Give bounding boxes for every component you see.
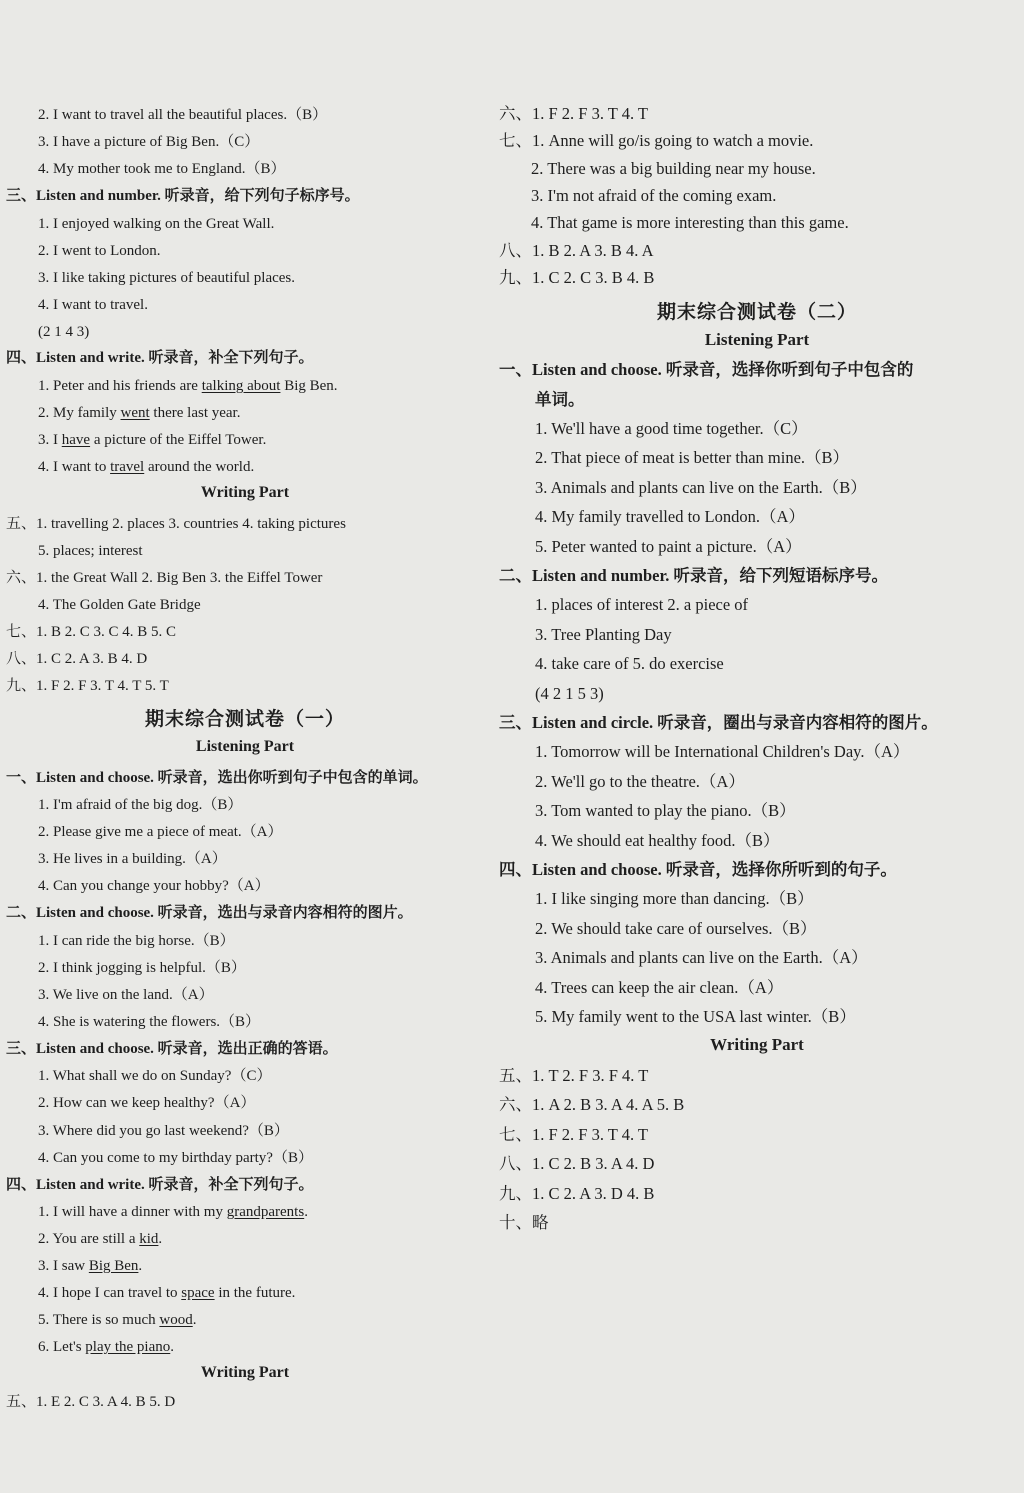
text-run: 3. I	[38, 432, 62, 448]
text-run: 4. I want to	[38, 459, 111, 475]
text-run: (4 2 1 5 3)	[535, 684, 604, 703]
part-heading: Writing Part	[710, 1035, 804, 1054]
answer-line	[535, 594, 748, 616]
answer-line	[38, 1148, 313, 1168]
text-run: 5. Peter wanted to paint a picture.（A）	[535, 537, 802, 556]
answer-line	[38, 1337, 174, 1357]
section-heading	[535, 389, 585, 411]
text-run: 七、1. F 2. F 3. T 4. T	[499, 1125, 648, 1144]
answer-line	[499, 1153, 654, 1175]
answer-line	[38, 1229, 162, 1249]
text-run: 4. take care of 5. do exercise	[535, 654, 724, 673]
text-run: 3. I have a picture of Big Ben.（C）	[38, 134, 260, 150]
answer-line	[535, 536, 802, 558]
answer-line	[38, 322, 89, 342]
part-heading: Writing Part	[200, 484, 290, 501]
text-run: Big Ben.	[280, 378, 338, 394]
text-run: 2. That piece of meat is better than mine.（B）	[535, 448, 850, 467]
section-heading	[6, 768, 428, 788]
filled-blank: travel	[110, 459, 145, 475]
text-run: 5. places; interest	[38, 543, 143, 559]
answer-line	[38, 105, 327, 125]
text-run: 二、Listen and choose. 听录音，选出与录音内容相符的图片。	[6, 905, 413, 921]
text-run: 七、1. Anne will go/is going to watch a movie.	[499, 131, 814, 150]
text-run: 1. I will have a dinner with my	[38, 1204, 227, 1220]
text-run: there last year.	[149, 405, 241, 421]
answer-line	[38, 1066, 271, 1086]
text-run: 三、Listen and circle. 听录音，圈出与录音内容相符的图片。	[499, 713, 938, 732]
text-run: 单词。	[535, 390, 585, 409]
text-run: 九、1. C 2. C 3. B 4. B	[499, 268, 655, 287]
test-title: 期末综合测试卷（二）	[656, 302, 857, 323]
answer-line	[38, 849, 227, 869]
text-run: 4. That game is more interesting than this game.	[531, 213, 849, 232]
answer-line	[38, 1202, 308, 1222]
part-heading: Listening Part	[195, 738, 295, 755]
text-run: 七、1. B 2. C 3. C 4. B 5. C	[6, 624, 177, 640]
answer-line	[499, 1183, 654, 1205]
answer-line	[535, 418, 808, 440]
text-run: 1. Tomorrow will be International Children's Day.（A）	[535, 742, 910, 761]
text-run: 1. places of interest 2. a piece of	[535, 595, 749, 614]
answer-line	[499, 1065, 648, 1087]
text-run: 五、1. E 2. C 3. A 4. B 5. D	[6, 1394, 176, 1410]
answer-line	[499, 267, 654, 289]
answer-line	[38, 795, 242, 815]
answer-line	[38, 132, 259, 152]
text-run: 3. Tom wanted to play the piano.（B）	[535, 801, 796, 820]
text-run: 八、1. C 2. B 3. A 4. D	[499, 1154, 655, 1173]
answer-line	[499, 1124, 648, 1146]
text-run: 一、Listen and choose. 听录音，选择你听到句子中包含的	[499, 360, 914, 379]
text-run: 2. How can we keep healthy?（A）	[38, 1095, 256, 1111]
text-run: .	[192, 1312, 197, 1328]
filled-blank: space	[181, 1285, 215, 1301]
answer-line	[38, 295, 148, 315]
text-run: 3. Animals and plants can live on the Earth.（A）	[535, 948, 868, 967]
text-run: 4. My mother took me to England.（B）	[38, 161, 286, 177]
filled-blank: went	[120, 405, 150, 421]
text-run: (2 1 4 3)	[38, 324, 90, 340]
part-heading: Listening Part	[704, 330, 810, 349]
answer-line	[38, 1310, 196, 1330]
answer-line	[38, 1093, 255, 1113]
answer-line	[38, 241, 160, 261]
section-heading	[6, 903, 413, 923]
text-run: a picture of the Eiffel Tower.	[90, 432, 267, 448]
text-run: 4. Trees can keep the air clean.（A）	[535, 978, 784, 997]
answer-line	[499, 1094, 684, 1116]
answer-line	[38, 1012, 260, 1032]
answer-line	[38, 541, 143, 561]
text-run: 四、Listen and choose. 听录音，选择你所听到的句子。	[499, 860, 897, 879]
text-run: .	[158, 1231, 163, 1247]
text-run: 4. We should eat healthy food.（B）	[535, 831, 780, 850]
text-run: 3. Animals and plants can live on the Earth.（B）	[535, 478, 867, 497]
text-run: 2. I want to travel all the beautiful places.（B）	[38, 107, 328, 123]
answer-line	[6, 1392, 175, 1412]
filled-blank: have	[61, 432, 91, 448]
answer-line	[38, 268, 295, 288]
filled-blank: wood	[159, 1312, 193, 1328]
answer-line	[6, 568, 322, 588]
text-run: 1. Peter and his friends are	[38, 378, 202, 394]
text-run: 八、1. B 2. A 3. B 4. A	[499, 241, 654, 260]
answer-line	[535, 506, 805, 528]
answer-line	[531, 158, 816, 180]
section-heading	[6, 1175, 314, 1195]
filled-blank: play the piano	[85, 1339, 171, 1355]
text-run: 2. You are still a	[38, 1231, 140, 1247]
text-run: 1. I'm afraid of the big dog.（B）	[38, 797, 243, 813]
text-run: 1. I like singing more than dancing.（B）	[535, 889, 814, 908]
section-heading	[499, 565, 888, 587]
answer-line	[535, 653, 724, 675]
answer-line	[535, 947, 868, 969]
answer-line	[6, 514, 346, 534]
text-run: 4. Can you change your hobby?（A）	[38, 878, 270, 894]
section-heading	[499, 359, 913, 381]
text-run: 3. I saw	[38, 1258, 89, 1274]
text-run: 六、1. A 2. B 3. A 4. A 5. B	[499, 1095, 685, 1114]
answer-line	[38, 403, 240, 423]
answer-line	[6, 649, 147, 669]
text-run: 六、1. the Great Wall 2. Big Ben 3. the Eiffel Tower	[6, 570, 323, 586]
answer-line	[535, 800, 796, 822]
answer-line	[38, 1256, 142, 1276]
text-run: .	[138, 1258, 143, 1274]
text-run: 2. Please give me a piece of meat.（A）	[38, 824, 283, 840]
answer-line	[535, 447, 849, 469]
text-run: 4. I want to travel.	[38, 297, 148, 313]
filled-blank: kid	[139, 1231, 159, 1247]
text-run: 4. My family travelled to London.（A）	[535, 507, 805, 526]
text-run: in the future.	[214, 1285, 296, 1301]
text-run: 2. I think jogging is helpful.（B）	[38, 960, 246, 976]
answer-line	[499, 1212, 549, 1234]
text-run: 六、1. F 2. F 3. T 4. T	[499, 104, 648, 123]
answer-line	[38, 376, 338, 396]
text-run: .	[170, 1339, 175, 1355]
text-run: 1. What shall we do on Sunday?（C）	[38, 1068, 272, 1084]
text-run: 一、Listen and choose. 听录音，选出你听到句子中包含的单词。	[6, 770, 428, 786]
answer-line	[499, 103, 648, 125]
text-run: 2. There was a big building near my house.	[531, 159, 816, 178]
section-heading	[499, 859, 897, 881]
text-run: .	[304, 1204, 308, 1220]
text-run: 四、Listen and write. 听录音，补全下列句子。	[6, 1177, 314, 1193]
answer-line	[38, 430, 266, 450]
filled-blank: Big Ben	[88, 1258, 139, 1274]
answer-line	[38, 958, 246, 978]
answer-line	[38, 876, 270, 896]
text-run: 2. I went to London.	[38, 243, 161, 259]
text-run: 3. I'm not afraid of the coming exam.	[531, 186, 777, 205]
answer-line	[535, 771, 745, 793]
text-run: 九、1. F 2. F 3. T 4. T 5. T	[6, 678, 169, 694]
section-heading	[499, 712, 938, 734]
answer-line	[38, 1283, 295, 1303]
answer-line	[38, 985, 214, 1005]
answer-line	[38, 595, 201, 615]
text-run: 四、Listen and write. 听录音，补全下列句子。	[6, 350, 314, 366]
text-run: 4. She is watering the flowers.（B）	[38, 1014, 261, 1030]
answer-line	[535, 477, 867, 499]
text-run: 4. Can you come to my birthday party?（B）	[38, 1150, 313, 1166]
answer-line	[38, 822, 283, 842]
text-run: 1. We'll have a good time together.（C）	[535, 419, 808, 438]
answer-line	[535, 888, 814, 910]
text-run: 2. We'll go to the theatre.（A）	[535, 772, 745, 791]
text-run: 2. We should take care of ourselves.（B）	[535, 919, 817, 938]
answer-line	[531, 212, 849, 234]
text-run: 十、略	[499, 1213, 549, 1232]
text-run: 八、1. C 2. A 3. B 4. D	[6, 651, 148, 667]
section-heading	[6, 348, 314, 368]
answer-line	[6, 676, 169, 696]
text-run: 九、1. C 2. A 3. D 4. B	[499, 1184, 655, 1203]
text-run: 1. I can ride the big horse.（B）	[38, 933, 235, 949]
answer-line	[499, 130, 813, 152]
text-run: 5. There is so much	[38, 1312, 160, 1328]
answer-line	[535, 741, 909, 763]
answer-line	[535, 1006, 856, 1028]
part-heading: Writing Part	[200, 1364, 290, 1381]
filled-blank: talking about	[201, 378, 281, 394]
text-run: 三、Listen and number. 听录音，给下列句子标序号。	[6, 188, 360, 204]
answer-line	[38, 214, 274, 234]
test-title: 期末综合测试卷（一）	[144, 709, 345, 730]
answer-line	[38, 159, 285, 179]
section-heading	[6, 186, 360, 206]
text-run: 2. My family	[38, 405, 121, 421]
answer-line	[535, 830, 779, 852]
text-run: 4. I hope I can travel to	[38, 1285, 182, 1301]
section-heading	[6, 1039, 338, 1059]
answer-line	[535, 624, 672, 646]
text-run: 3. I like taking pictures of beautiful places.	[38, 270, 295, 286]
text-run: 3. Tree Planting Day	[535, 625, 672, 644]
filled-blank: grandparents	[226, 1204, 305, 1220]
answer-line	[531, 185, 776, 207]
answer-line	[535, 977, 783, 999]
answer-line	[38, 1121, 289, 1141]
answer-line	[499, 240, 654, 262]
answer-line	[6, 622, 176, 642]
text-run: around the world.	[144, 459, 255, 475]
text-run: 5. My family went to the USA last winter.（B）	[535, 1007, 856, 1026]
answer-line	[535, 918, 817, 940]
text-run: 6. Let's	[38, 1339, 86, 1355]
answer-line	[38, 931, 235, 951]
text-run: 4. The Golden Gate Bridge	[38, 597, 201, 613]
text-run: 3. He lives in a building.（A）	[38, 851, 227, 867]
text-run: 3. Where did you go last weekend?（B）	[38, 1123, 289, 1139]
text-run: 五、1. T 2. F 3. F 4. T	[499, 1066, 649, 1085]
text-run: 五、1. travelling 2. places 3. countries 4. taking pictures	[6, 516, 346, 532]
text-run: 二、Listen and number. 听录音，给下列短语标序号。	[499, 566, 889, 585]
text-run: 3. We live on the land.（A）	[38, 987, 214, 1003]
text-run: 1. I enjoyed walking on the Great Wall.	[38, 216, 275, 232]
text-run: 三、Listen and choose. 听录音，选出正确的答语。	[6, 1041, 338, 1057]
answer-line	[535, 683, 604, 705]
answer-line	[38, 457, 254, 477]
